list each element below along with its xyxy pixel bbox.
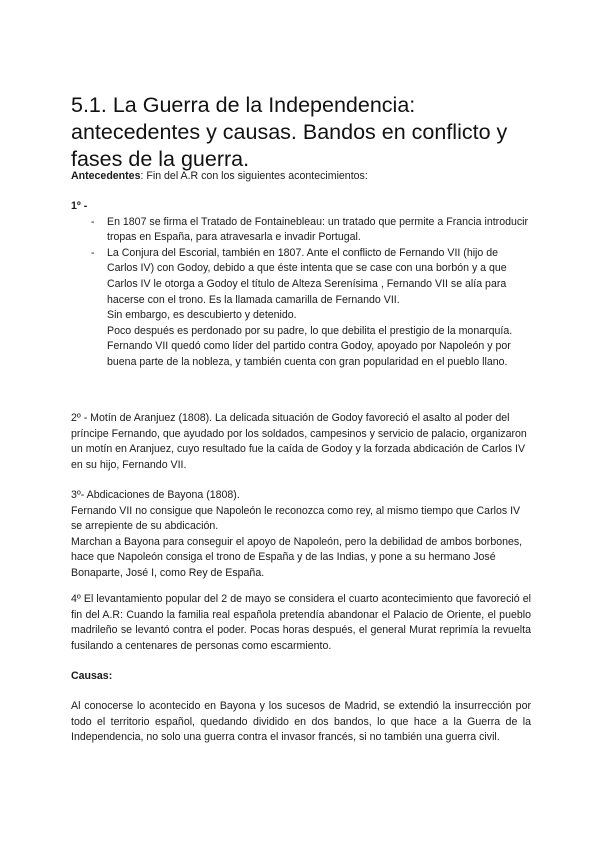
first-bullet-list	[71, 215, 531, 309]
antecedentes-text: : Fin del A.R con los siguientes acontecimientos:	[140, 170, 368, 182]
section-first	[71, 199, 531, 371]
third-paragraph-1: Fernando VII no consigue que Napoleón le reconozca como rey, al mismo tiempo que Carlos IV se arrepiente de su abdicación.	[71, 504, 521, 533]
fourth-paragraph: 4º El levantamiento popular del 2 de mayo se considera el cuarto acontecimiento que favoreció el fin del A.R: Cuando la familia real española pretendía abandonar el Palacio de Oriente, el pueblo madrileño se levantó contra el poder. Pocas horas después, el general Murat reprimía la revuelta fusilando a centenares de personas como escarmiento.	[71, 593, 531, 652]
third-paragraph-2: Marchan a Bayona para conseguir el apoyo de Napoleón, pero la debilidad de ambos borbones, hace que Napoleón consiga el trono de España y de las Indias, y pone a su hermano José Bonaparte, José I, como Rey de España.	[71, 535, 523, 579]
first-extra-line: Poco después es perdonado por su padre, lo que debilita el prestigio de la monarquía.	[107, 324, 513, 337]
antecedentes-line	[71, 169, 531, 185]
section-causas	[71, 669, 531, 685]
second-paragraph: 2º - Motín de Aranjuez (1808). La delicada situación de Godoy favoreció el asalto al poder del príncipe Fernando, que ayudado por los soldados, campesinos y servicio de palacio, organizaron un motín en Aranjuez, cuyo resultado fue la caída de Godoy y la forzada abdicación de Carlos IV en su hijo, Fernando VII.	[71, 412, 527, 471]
list-item: - En 1807 se firma el Tratado de Fontainebleau: un tratado que permite a Francia introducir tropas en España, para atravesarla e invadir Portugal.	[91, 215, 529, 244]
first-extra-line: Sin embargo, es descubierto y detenido.	[107, 309, 297, 322]
section-third	[71, 488, 531, 582]
first-heading: 1º -	[71, 200, 88, 212]
causas-body	[71, 699, 531, 746]
antecedentes-label: Antecedentes	[71, 170, 141, 182]
list-item: - La Conjura del Escorial, también en 1807. Ante el conflicto de Fernando VII (hijo de Carlos IV) con Godoy, debido a que éste intenta que se case con una borbón y a que Carlos IV le otorga a Godoy el título de Alteza Serenísima , Fernando VII se alía para hacerse con el trono. Es la llamada camarilla de Fernando VII.	[91, 246, 507, 306]
page-title: 5.1. La Guerra de la Independencia: antecedentes y causas. Bandos en conflicto y fases de la guerra.	[71, 93, 508, 171]
section-fourth	[71, 592, 531, 654]
causas-heading: Causas:	[71, 670, 113, 682]
causas-paragraph: Al conocerse lo acontecido en Bayona y los sucesos de Madrid, se extendió la insurrección por todo el territorio español, quedando dividido en dos bandos, lo que hace a la Guerra de la Independencia, no solo una guerra contra el invasor francés, si no también una guerra civil.	[71, 700, 531, 744]
first-extra-line: Fernando VII quedó como líder del partido contra Godoy, apoyado por Napoleón y por buena parte de la nobleza, y también cuenta con gran popularidad en el pueblo llano.	[107, 340, 511, 368]
third-heading: 3º- Abdicaciones de Bayona (1808).	[71, 489, 240, 501]
section-second	[71, 411, 531, 473]
